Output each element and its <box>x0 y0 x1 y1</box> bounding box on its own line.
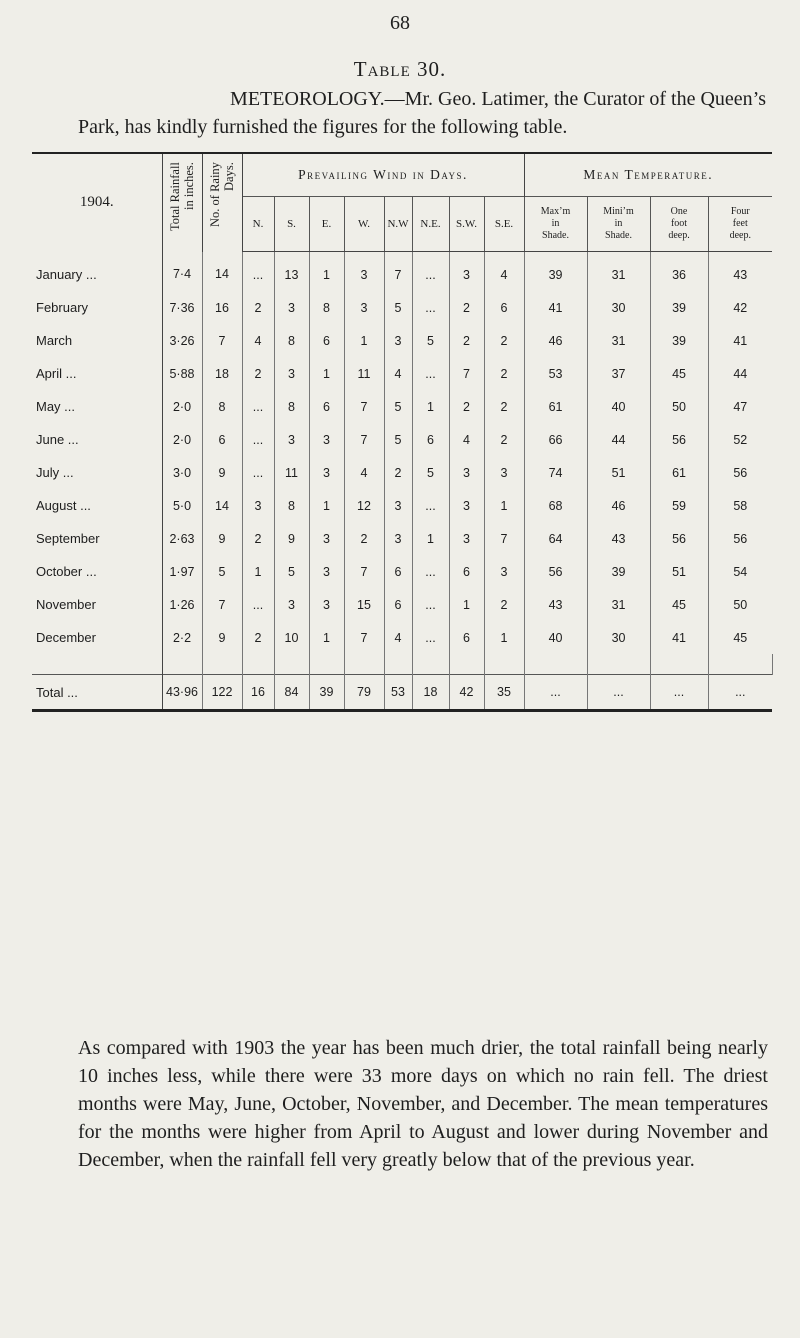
wind-cell: 39 <box>309 675 344 710</box>
month-cell: January ... <box>32 252 162 292</box>
wind-cell: 1 <box>484 489 524 522</box>
rainfall-cell: 3·26 <box>162 324 202 357</box>
header-wind-col: E. <box>309 197 344 252</box>
month-cell: September <box>32 522 162 555</box>
rainfall-cell: 1·97 <box>162 555 202 588</box>
wind-cell: 3 <box>274 588 309 621</box>
wind-cell: 3 <box>309 555 344 588</box>
wind-cell: 7 <box>344 621 384 654</box>
rainy-days-cell: 18 <box>202 357 242 390</box>
rainfall-cell: 43·96 <box>162 675 202 710</box>
rainfall-cell: 2·0 <box>162 423 202 456</box>
wind-cell: 6 <box>309 390 344 423</box>
month-cell: Total ... <box>32 675 162 710</box>
table-row <box>32 423 772 456</box>
wind-cell: 2 <box>344 522 384 555</box>
wind-cell: 2 <box>484 324 524 357</box>
table-row <box>32 588 772 621</box>
wind-cell: ... <box>412 357 449 390</box>
wind-cell: 12 <box>344 489 384 522</box>
wind-cell: ... <box>412 291 449 324</box>
wind-cell: 7 <box>344 390 384 423</box>
wind-cell: 1 <box>309 357 344 390</box>
rainy-days-cell: 122 <box>202 675 242 710</box>
temperature-cell: 41 <box>524 291 587 324</box>
month-cell: March <box>32 324 162 357</box>
temperature-cell: 56 <box>650 423 708 456</box>
header-wind-col: W. <box>344 197 384 252</box>
wind-cell: 7 <box>344 423 384 456</box>
rainy-days-cell: 7 <box>202 324 242 357</box>
table-row <box>32 357 772 390</box>
wind-cell: 2 <box>484 357 524 390</box>
header-mean-temperature: Mean Temperature. <box>583 167 714 182</box>
rainy-days-cell: 6 <box>202 423 242 456</box>
wind-cell: 2 <box>449 324 484 357</box>
wind-cell: 4 <box>384 621 412 654</box>
wind-cell: 1 <box>412 390 449 423</box>
wind-cell: 53 <box>384 675 412 710</box>
intro-line-2: Park, has kindly furnished the figures for the following table. <box>78 116 568 138</box>
header-prevailing-wind: Prevailing Wind in Days. <box>242 154 524 197</box>
temperature-cell: 43 <box>524 588 587 621</box>
wind-cell: 5 <box>384 291 412 324</box>
wind-cell: 5 <box>384 423 412 456</box>
wind-cell: 3 <box>484 456 524 489</box>
temperature-cell: 44 <box>733 366 748 381</box>
header-wind-col: S.E. <box>484 197 524 252</box>
closing-paragraph: As compared with 1903 the year has been much drier, the total rainfall being nearly 10 inches less, while there were 33 more days on which no rain fell. The driest months were May, June, October, November, and December. The mean temperatures for the months were higher from April to August and lower during November and December, when the rainfall fell very greatly below that of the previous year. <box>78 1037 768 1171</box>
wind-cell: 16 <box>242 675 274 710</box>
temperature-cell: 41 <box>733 333 748 348</box>
month-cell: November <box>32 588 162 621</box>
temperature-cell: 45 <box>650 588 708 621</box>
temperature-cell: 51 <box>650 555 708 588</box>
wind-cell: 3 <box>309 588 344 621</box>
month-cell: June ... <box>32 423 162 456</box>
wind-cell: 5 <box>412 324 449 357</box>
temperature-cell: 39 <box>650 324 708 357</box>
wind-cell: 1 <box>309 252 344 292</box>
temperature-cell: 45 <box>733 630 748 645</box>
header-temp-col: One foot deep. <box>650 197 708 252</box>
wind-cell: 2 <box>384 456 412 489</box>
rainy-days-cell: 9 <box>202 522 242 555</box>
wind-cell: 6 <box>309 324 344 357</box>
wind-cell: 3 <box>309 522 344 555</box>
temperature-cell: ... <box>708 675 772 710</box>
header-temp-col: Max’m in Shade. <box>524 197 587 252</box>
temperature-cell: ... <box>524 675 587 710</box>
temperature-cell: 43 <box>587 522 650 555</box>
rainfall-cell: 2·63 <box>162 522 202 555</box>
page-number: 68 <box>390 12 410 34</box>
intro-line-1 <box>78 85 768 113</box>
wind-cell: 4 <box>242 324 274 357</box>
temperature-cell: 42 <box>733 300 748 315</box>
temperature-cell: 74 <box>524 456 587 489</box>
wind-cell: ... <box>242 456 274 489</box>
header-wind-col: N. <box>242 197 274 252</box>
temperature-cell: 56 <box>650 522 708 555</box>
temperature-cell: 41 <box>650 621 708 654</box>
total-row <box>32 675 772 710</box>
wind-cell: 1 <box>309 489 344 522</box>
temperature-cell: 58 <box>733 498 748 513</box>
wind-cell: 3 <box>274 423 309 456</box>
temperature-cell: 45 <box>650 357 708 390</box>
wind-cell: 5 <box>384 390 412 423</box>
wind-cell: ... <box>412 489 449 522</box>
temperature-cell: 30 <box>587 291 650 324</box>
wind-cell: 6 <box>384 588 412 621</box>
temperature-cell: 59 <box>650 489 708 522</box>
wind-cell: 7 <box>384 252 412 292</box>
wind-cell: 10 <box>274 621 309 654</box>
temperature-cell: 46 <box>524 324 587 357</box>
wind-cell: 1 <box>242 555 274 588</box>
intro-paragraph <box>78 85 768 141</box>
temperature-cell: 36 <box>650 252 708 292</box>
temperature-cell: 39 <box>650 291 708 324</box>
wind-cell: 4 <box>384 357 412 390</box>
wind-cell: 4 <box>449 423 484 456</box>
wind-cell: 3 <box>309 423 344 456</box>
temperature-cell: 61 <box>650 456 708 489</box>
month-cell: December <box>32 621 162 654</box>
wind-cell: 2 <box>242 522 274 555</box>
month-cell: July ... <box>32 456 162 489</box>
wind-cell: 3 <box>242 489 274 522</box>
temperature-cell: 56 <box>524 555 587 588</box>
wind-cell: 9 <box>274 522 309 555</box>
temperature-cell: 31 <box>587 252 650 292</box>
temperature-cell: 40 <box>587 390 650 423</box>
rainfall-cell: 3·0 <box>162 456 202 489</box>
header-wind-col: N.W <box>384 197 412 252</box>
wind-cell: 2 <box>242 357 274 390</box>
month-cell: August ... <box>32 489 162 522</box>
rainy-days-cell: 5 <box>202 555 242 588</box>
wind-cell: 3 <box>344 291 384 324</box>
wind-cell: 6 <box>412 423 449 456</box>
temperature-cell: 61 <box>524 390 587 423</box>
temperature-cell: 56 <box>733 531 748 546</box>
temperature-cell: ... <box>587 675 650 710</box>
month-cell: May ... <box>32 390 162 423</box>
temperature-cell: 31 <box>587 588 650 621</box>
temperature-cell: 46 <box>587 489 650 522</box>
wind-cell: 3 <box>384 489 412 522</box>
temperature-cell: 64 <box>524 522 587 555</box>
wind-cell: 42 <box>449 675 484 710</box>
wind-cell: 3 <box>309 456 344 489</box>
meteorology-table <box>32 152 772 712</box>
header-total-rainfall: Total Rainfall in inches. <box>162 154 202 252</box>
rainfall-cell: 2·2 <box>162 621 202 654</box>
wind-cell: 4 <box>344 456 384 489</box>
wind-cell: 3 <box>449 456 484 489</box>
wind-cell: 11 <box>274 456 309 489</box>
wind-cell: ... <box>242 390 274 423</box>
temperature-cell: 52 <box>733 432 748 447</box>
wind-cell: 3 <box>384 324 412 357</box>
wind-cell: 1 <box>344 324 384 357</box>
table-title: Table 30. <box>353 57 447 81</box>
wind-cell: 6 <box>484 291 524 324</box>
table-row <box>32 390 772 423</box>
wind-cell: ... <box>242 252 274 292</box>
table-row <box>32 522 772 555</box>
rainfall-cell: 5·88 <box>162 357 202 390</box>
wind-cell: 3 <box>274 357 309 390</box>
wind-cell: 2 <box>449 291 484 324</box>
rainy-days-cell: 14 <box>202 252 242 292</box>
rainfall-cell: 5·0 <box>162 489 202 522</box>
wind-cell: 8 <box>309 291 344 324</box>
rainfall-cell: 1·26 <box>162 588 202 621</box>
wind-cell: 18 <box>412 675 449 710</box>
temperature-cell: 56 <box>733 465 748 480</box>
wind-cell: 3 <box>344 252 384 292</box>
rainfall-cell: 7·4 <box>162 252 202 292</box>
wind-cell: ... <box>412 252 449 292</box>
wind-cell: 1 <box>484 621 524 654</box>
temperature-cell: 66 <box>524 423 587 456</box>
wind-cell: 5 <box>274 555 309 588</box>
wind-cell: 1 <box>449 588 484 621</box>
temperature-cell: 54 <box>733 564 748 579</box>
header-rainy-days: No. of Rainy Days. <box>202 154 242 252</box>
wind-cell: 13 <box>274 252 309 292</box>
wind-cell: 2 <box>242 291 274 324</box>
wind-cell: 1 <box>309 621 344 654</box>
table-row <box>32 291 772 324</box>
wind-cell: 7 <box>484 522 524 555</box>
wind-cell: 3 <box>449 489 484 522</box>
wind-cell: 3 <box>449 522 484 555</box>
wind-cell: 5 <box>412 456 449 489</box>
wind-cell: 2 <box>449 390 484 423</box>
header-temp-col: Mini’m in Shade. <box>587 197 650 252</box>
wind-cell: 8 <box>274 489 309 522</box>
wind-cell: 84 <box>274 675 309 710</box>
temperature-cell: ... <box>650 675 708 710</box>
intro-heading: METEOROLOGY. <box>230 88 385 110</box>
temperature-cell: 40 <box>524 621 587 654</box>
rainy-days-cell: 16 <box>202 291 242 324</box>
wind-cell: 6 <box>384 555 412 588</box>
header-wind-col: S. <box>274 197 309 252</box>
wind-cell: 1 <box>412 522 449 555</box>
wind-cell: 8 <box>274 324 309 357</box>
wind-cell: 2 <box>484 423 524 456</box>
wind-cell: ... <box>242 423 274 456</box>
temperature-cell: 31 <box>587 324 650 357</box>
month-cell: February <box>32 291 162 324</box>
temperature-cell: 39 <box>524 252 587 292</box>
temperature-cell: 39 <box>587 555 650 588</box>
rainy-days-cell: 8 <box>202 390 242 423</box>
month-cell: April ... <box>32 357 162 390</box>
wind-cell: ... <box>412 621 449 654</box>
temperature-cell: 50 <box>650 390 708 423</box>
wind-cell: 2 <box>484 390 524 423</box>
table-row <box>32 555 772 588</box>
wind-cell: ... <box>412 588 449 621</box>
wind-cell: ... <box>242 588 274 621</box>
rainy-days-cell: 14 <box>202 489 242 522</box>
wind-cell: 2 <box>484 588 524 621</box>
rainy-days-cell: 7 <box>202 588 242 621</box>
wind-cell: ... <box>412 555 449 588</box>
table-row <box>32 489 772 522</box>
rainfall-cell: 7·36 <box>162 291 202 324</box>
table-row <box>32 621 772 654</box>
wind-cell: 3 <box>449 252 484 292</box>
wind-cell: 6 <box>449 621 484 654</box>
table-row <box>32 252 772 292</box>
wind-cell: 3 <box>274 291 309 324</box>
rainfall-cell: 2·0 <box>162 390 202 423</box>
table-row <box>32 456 772 489</box>
header-wind-col: S.W. <box>449 197 484 252</box>
temperature-cell: 47 <box>733 399 748 414</box>
wind-cell: 8 <box>274 390 309 423</box>
wind-cell: 7 <box>449 357 484 390</box>
wind-cell: 3 <box>484 555 524 588</box>
temperature-cell: 44 <box>587 423 650 456</box>
header-wind-col: N.E. <box>412 197 449 252</box>
wind-cell: 11 <box>344 357 384 390</box>
header-temp-col: Four feet deep. <box>708 197 772 252</box>
temperature-cell: 51 <box>587 456 650 489</box>
header-year: 1904. <box>32 154 162 252</box>
wind-cell: 2 <box>242 621 274 654</box>
wind-cell: 3 <box>384 522 412 555</box>
intro-line-1-text: —Mr. Geo. Latimer, the Curator of the Queen’s <box>384 88 766 110</box>
temperature-cell: 37 <box>587 357 650 390</box>
month-cell: October ... <box>32 555 162 588</box>
table-row <box>32 324 772 357</box>
temperature-cell: 53 <box>524 357 587 390</box>
rainy-days-cell: 9 <box>202 456 242 489</box>
wind-cell: 4 <box>484 252 524 292</box>
wind-cell: 7 <box>344 555 384 588</box>
temperature-cell: 43 <box>733 267 748 282</box>
wind-cell: 15 <box>344 588 384 621</box>
wind-cell: 6 <box>449 555 484 588</box>
wind-cell: 35 <box>484 675 524 710</box>
temperature-cell: 50 <box>733 597 748 612</box>
wind-cell: 79 <box>344 675 384 710</box>
temperature-cell: 30 <box>587 621 650 654</box>
rainy-days-cell: 9 <box>202 621 242 654</box>
temperature-cell: 68 <box>524 489 587 522</box>
